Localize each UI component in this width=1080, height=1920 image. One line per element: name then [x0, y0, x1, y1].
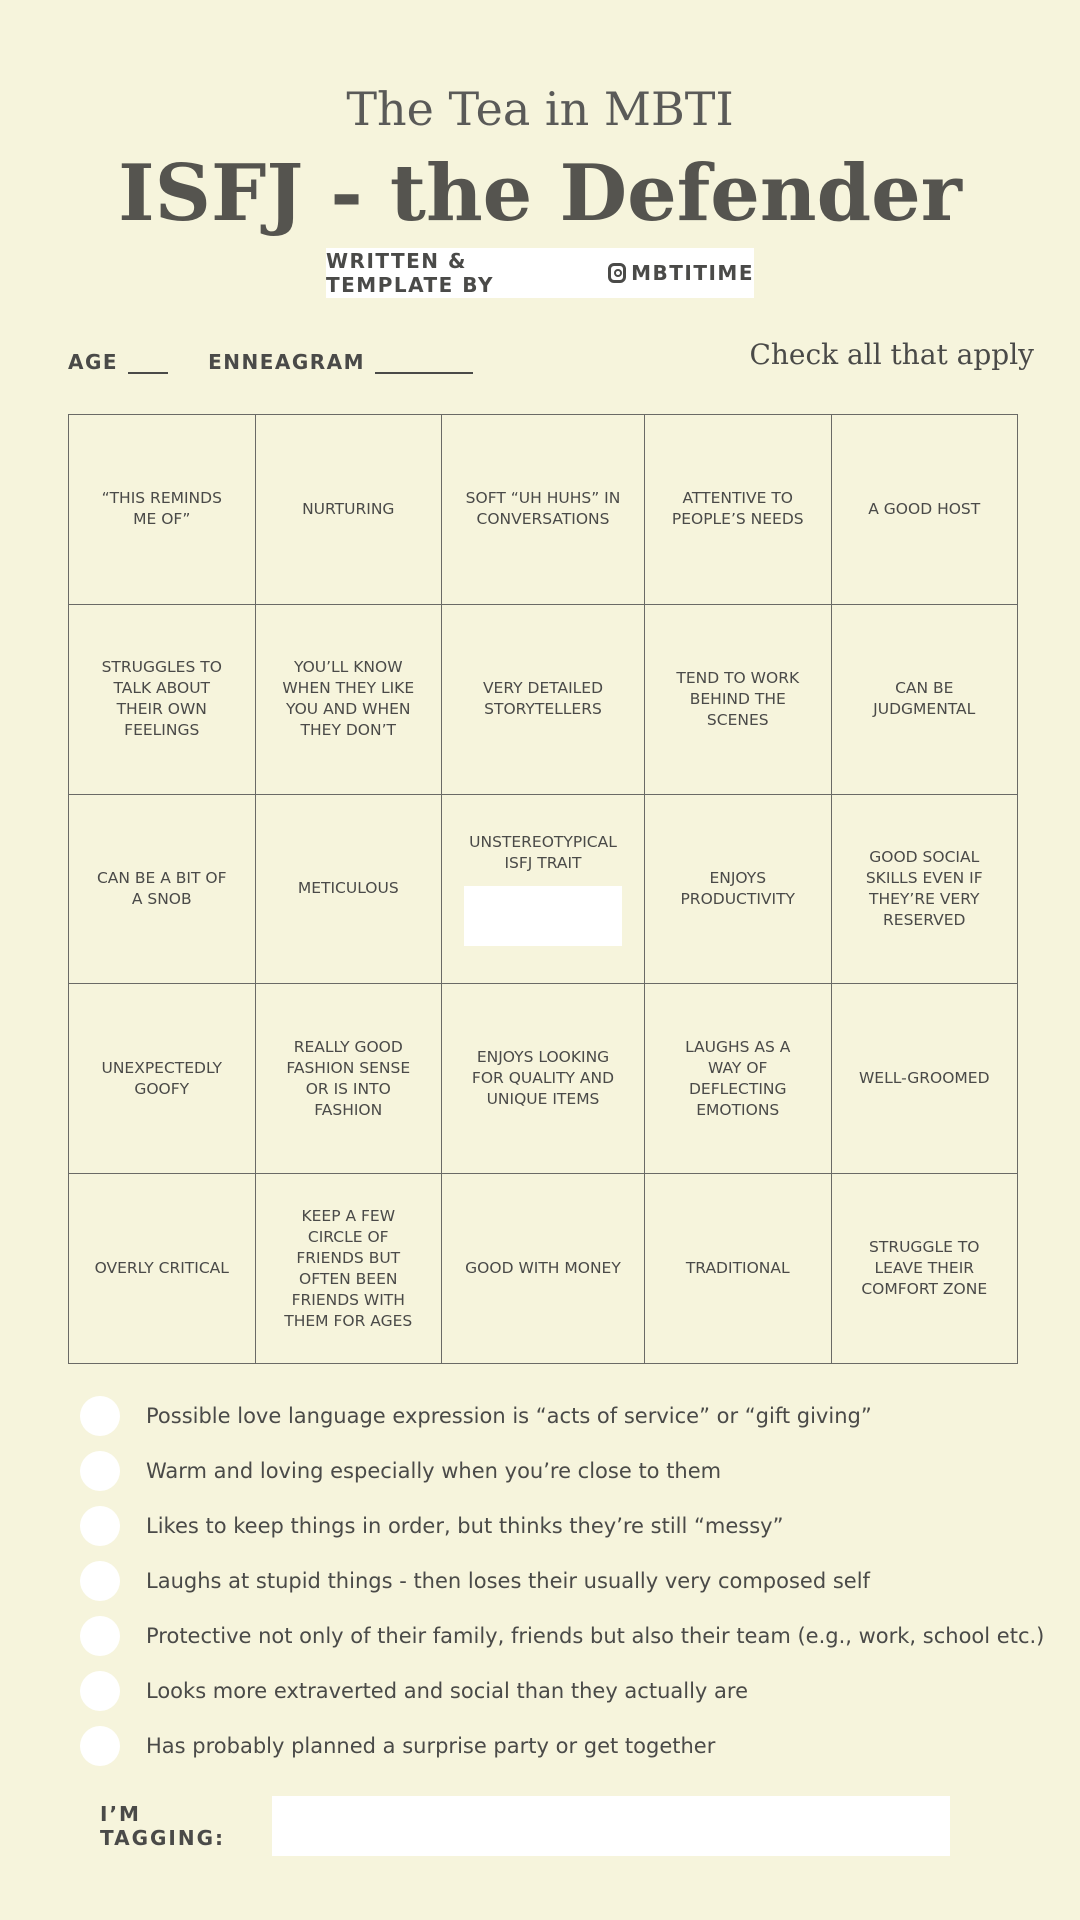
- page-title: ISFJ - the Defender: [118, 148, 962, 239]
- bingo-cell[interactable]: METICULOUS: [256, 795, 443, 985]
- bingo-cell[interactable]: VERY DETAILED STORYTELLERS: [442, 605, 645, 795]
- enneagram-field[interactable]: [375, 354, 473, 374]
- bingo-cell[interactable]: STRUGGLE TO LEAVE THEIR COMFORT ZONE: [832, 1174, 1019, 1364]
- checkbox-circle[interactable]: [80, 1561, 120, 1601]
- bingo-cell[interactable]: A GOOD HOST: [832, 415, 1019, 605]
- trait-write-in-box[interactable]: [464, 886, 622, 946]
- check-all-instruction: Check all that apply: [749, 338, 1034, 371]
- tagging-input[interactable]: [272, 1796, 950, 1856]
- trait-item: Possible love language expression is “acts of service” or “gift giving”: [80, 1388, 1044, 1443]
- trait-item: Protective not only of their family, friends but also their team (e.g., work, school etc.): [80, 1608, 1044, 1663]
- bingo-cell[interactable]: WELL-GROOMED: [832, 984, 1019, 1174]
- bingo-cell[interactable]: TEND TO WORK BEHIND THE SCENES: [645, 605, 832, 795]
- bingo-cell[interactable]: KEEP A FEW CIRCLE OF FRIENDS BUT OFTEN BEEN FRIENDS WITH THEM FOR AGES: [256, 1174, 443, 1364]
- bingo-cell[interactable]: REALLY GOOD FASHION SENSE OR IS INTO FASHION: [256, 984, 443, 1174]
- enneagram-label: ENNEAGRAM: [208, 350, 366, 374]
- tagging-row: [100, 1796, 950, 1856]
- bingo-cell[interactable]: SOFT “UH HUHS” IN CONVERSATIONS: [442, 415, 645, 605]
- credit-prefix: WRITTEN & TEMPLATE BY: [326, 249, 494, 297]
- trait-item: Looks more extraverted and social than they actually are: [80, 1663, 1044, 1718]
- bingo-cell[interactable]: “THIS REMINDS ME OF”: [69, 415, 256, 605]
- trait-item: Has probably planned a surprise party or get together: [80, 1718, 1044, 1773]
- bingo-cell[interactable]: GOOD SOCIAL SKILLS EVEN IF THEY’RE VERY RESERVED: [832, 795, 1019, 985]
- trait-item: Warm and loving especially when you’re close to them: [80, 1443, 1044, 1498]
- bingo-cell[interactable]: YOU’LL KNOW WHEN THEY LIKE YOU AND WHEN THEY DON’T: [256, 605, 443, 795]
- credit-handle: MBTITIME: [631, 261, 754, 285]
- checkbox-circle[interactable]: [80, 1506, 120, 1546]
- bingo-cell[interactable]: TRADITIONAL: [645, 1174, 832, 1364]
- bingo-cell[interactable]: CAN BE JUDGMENTAL: [832, 605, 1019, 795]
- age-field[interactable]: [128, 354, 168, 374]
- bingo-cell[interactable]: CAN BE A BIT OF A SNOB: [69, 795, 256, 985]
- bingo-cell[interactable]: UNEXPECTEDLY GOOFY: [69, 984, 256, 1174]
- bingo-cell[interactable]: ENJOYS LOOKING FOR QUALITY AND UNIQUE ITEMS: [442, 984, 645, 1174]
- info-fields: [68, 350, 473, 374]
- bingo-cell[interactable]: ATTENTIVE TO PEOPLE’S NEEDS: [645, 415, 832, 605]
- instagram-icon: [608, 263, 626, 283]
- trait-item: Likes to keep things in order, but thinks they’re still “messy”: [80, 1498, 1044, 1553]
- tagging-label: I’M TAGGING:: [100, 1802, 225, 1850]
- subtitle: The Tea in MBTI: [346, 82, 734, 136]
- bingo-cell[interactable]: ENJOYS PRODUCTIVITY: [645, 795, 832, 985]
- checkbox-circle[interactable]: [80, 1671, 120, 1711]
- bingo-grid: [68, 414, 1018, 1364]
- checkbox-circle[interactable]: [80, 1396, 120, 1436]
- credit-badge: [326, 248, 754, 298]
- checkbox-circle[interactable]: [80, 1616, 120, 1656]
- bingo-cell[interactable]: NURTURING: [256, 415, 443, 605]
- trait-item: Laughs at stupid things - then loses their usually very composed self: [80, 1553, 1044, 1608]
- bingo-cell[interactable]: OVERLY CRITICAL: [69, 1174, 256, 1364]
- bingo-cell[interactable]: GOOD WITH MONEY: [442, 1174, 645, 1364]
- bingo-cell[interactable]: STRUGGLES TO TALK ABOUT THEIR OWN FEELINGS: [69, 605, 256, 795]
- age-label: AGE: [68, 350, 119, 374]
- trait-checklist: [80, 1388, 1044, 1773]
- bingo-cell-free-trait[interactable]: UNSTEREOTYPICAL ISFJ TRAIT: [442, 795, 645, 985]
- bingo-cell[interactable]: LAUGHS AS A WAY OF DEFLECTING EMOTIONS: [645, 984, 832, 1174]
- checkbox-circle[interactable]: [80, 1451, 120, 1491]
- checkbox-circle[interactable]: [80, 1726, 120, 1766]
